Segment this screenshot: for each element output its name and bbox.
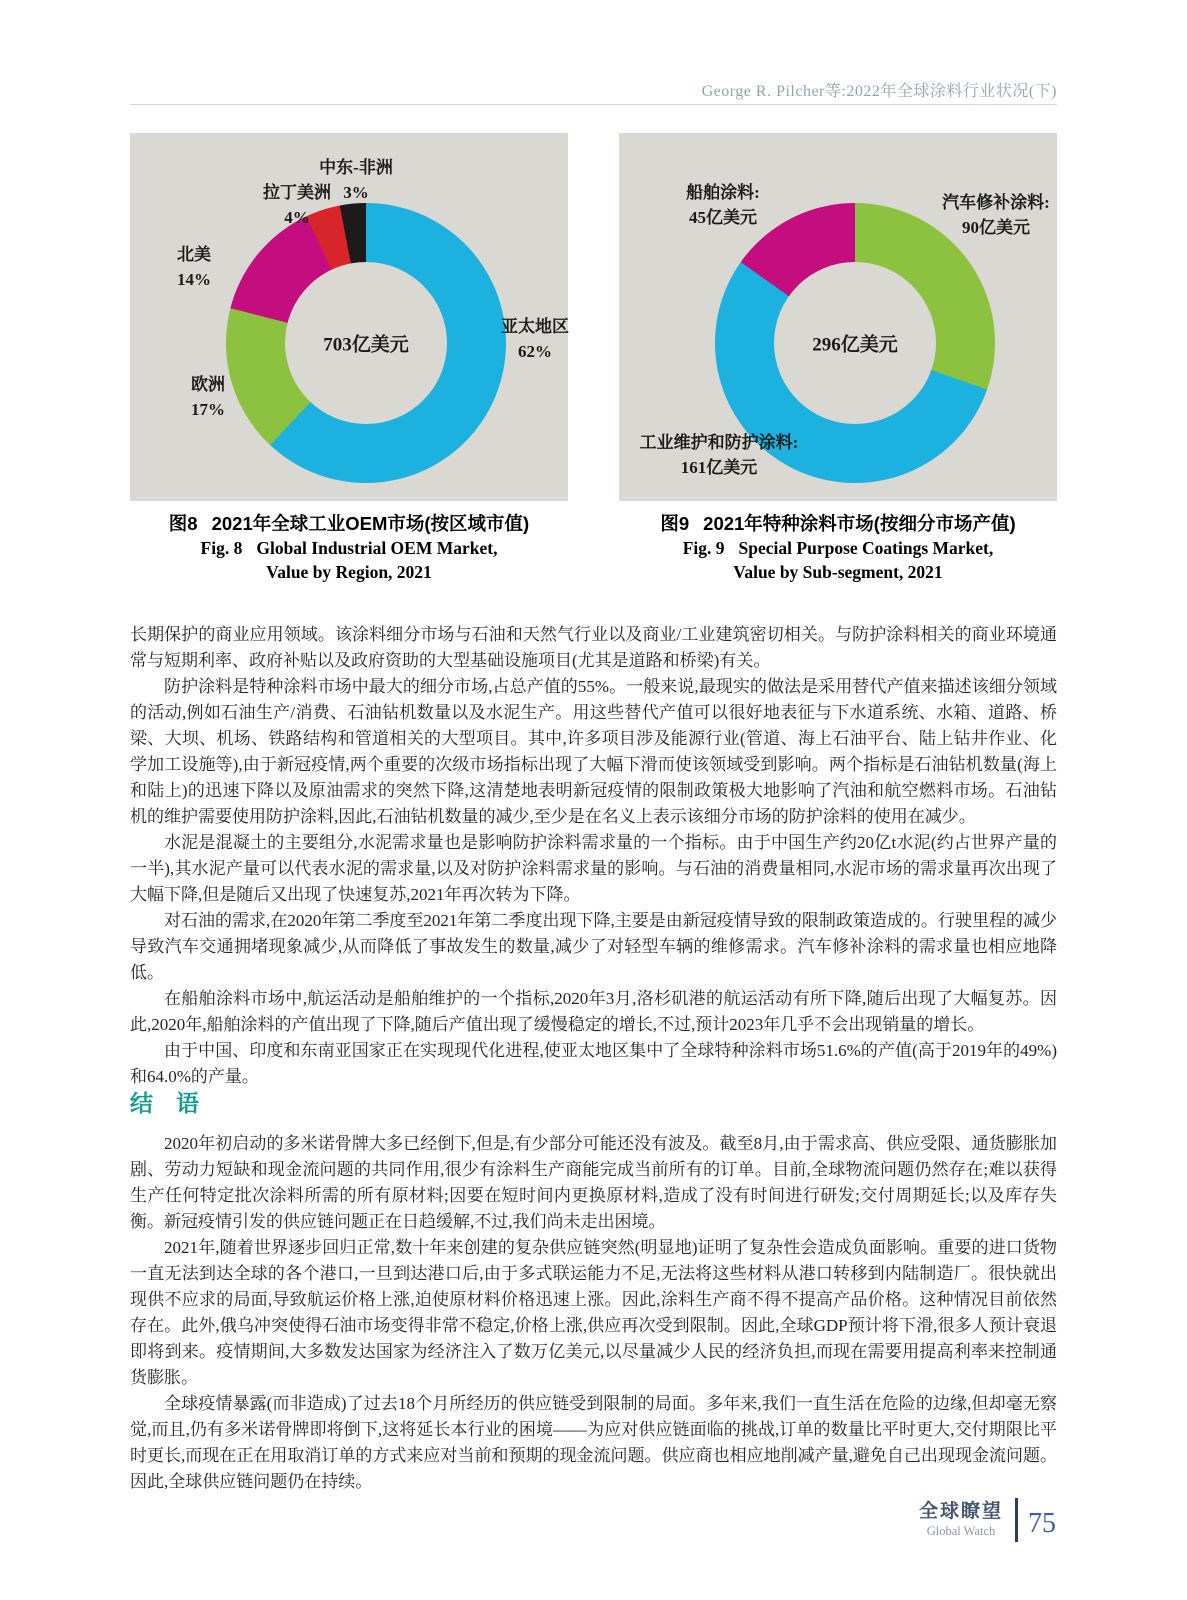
segment-name: 汽车修补涂料:: [942, 193, 1050, 212]
segment-value: 45亿美元: [688, 208, 757, 227]
figures-row: [130, 133, 1057, 584]
journal-brand-zh: 全球瞭望: [918, 1501, 1003, 1522]
segment-value: 90亿美元: [961, 218, 1030, 237]
paragraph: 防护涂料是特种涂料市场中最大的细分市场,占总产值的55%。一般来说,最现实的做法是采用替代产值来描述该细分领域的活动,例如石油生产/消费、石油钻机数量以及水泥生产。用这些替代产值可以很好地表征与下水道系统、水箱、道路、桥梁、大坝、机场、铁路结构和管道相关的大型项目。其中,许多项目涉及能源行业(管道、海上石油平台、陆上钻井作业、化学加工设施等),由于新冠疫情,两个重要的次级市场指标出现了大幅下滑而使该领域受到影响。两个指标是石油钻机数量(海上和陆上)的迅速下降以及原油需求的突然下降,这清楚地表明新冠疫情的限制政策极大地影响了汽油和航空燃料市场。石油钻机的维护需要使用防护涂料,因此,石油钻机数量的减少,至少是在名义上表示该细分市场的防护涂料的使用在减少。: [130, 677, 1057, 826]
figure-number-en: Fig. 9: [682, 538, 725, 558]
journal-brand-en: Global Watch: [926, 1524, 996, 1538]
article-body-1: [130, 622, 1057, 1090]
figure-9-caption: [619, 512, 1057, 584]
segment-label-marine-coatings: [686, 180, 760, 230]
segment-label-asia-pacific: [501, 314, 569, 364]
figure-8-caption-zh: [130, 512, 568, 536]
page-number: 75: [1028, 1508, 1056, 1539]
figure-9: [619, 133, 1057, 584]
segment-value: 161亿美元: [680, 458, 758, 477]
segment-value: 17%: [191, 400, 225, 419]
segment-name: 亚太地区: [501, 317, 569, 336]
paragraph: 2021年,随着世界逐步回归正常,数十年来创建的复杂供应链突然(明显地)证明了复杂性会造成负面影响。重要的进口货物一直无法到达全球的各个港口,一旦到达港口后,由于多式联运能力不足,无法将这些材料从港口转移到内陆制造厂。很快就出现供不应求的局面,导致航运价格上涨,迫使原材料价格迅速上涨。因此,涂料生产商不得不提高产品价格。这种情况目前依然存在。此外,俄乌冲突使得石油市场变得非常不稳定,价格上涨,供应再次受到限制。因此,全球GDP预计将下滑,很多人预计衰退即将到来。疫情期间,大多数发达国家为经济注入了数万亿美元,以尽量减少人民的经济负担,而现在需要用提高利率来控制通货膨胀。: [130, 1238, 1057, 1387]
running-head-title: George R. Pilcher等:2022年全球涂料行业状况(下): [701, 83, 1057, 100]
figure-title-zh: 2021年全球工业OEM市场(按区域市值): [211, 513, 530, 534]
segment-name: 欧洲: [191, 375, 225, 394]
segment-value: 4%: [284, 208, 310, 227]
segment-label-europe: [191, 372, 225, 422]
figure-number-en: Fig. 8: [200, 538, 243, 558]
figure-8: [130, 133, 568, 584]
figure-9-caption-en-subtitle: Value by Sub-segment, 2021: [733, 562, 943, 582]
figure-title-en: Global Industrial OEM Market,: [256, 538, 498, 558]
segment-name: 北美: [177, 245, 211, 264]
segment-name: 工业维护和防护涂料:: [639, 433, 799, 452]
segment-name: 船舶涂料:: [686, 183, 760, 202]
figure-9-chart-panel: [619, 133, 1057, 501]
segment-value: 3%: [343, 183, 369, 202]
paragraph: 水泥是混凝土的主要组分,水泥需求量也是影响防护涂料需求量的一个指标。由于中国生产约20亿t水泥(约占世界产量的一半),其水泥产量可以代表水泥的需求量,以及对防护涂料需求量的影响。与石油的消费量相同,水泥市场的需求量再次出现了大幅下降,但是随后又出现了快速复苏,2021年再次转为下降。: [130, 833, 1057, 904]
paragraph: 2020年初启动的多米诺骨牌大多已经倒下,但是,有少部分可能还没有波及。截至8月,由于需求高、供应受限、通货膨胀加剧、劳动力短缺和现金流问题的共同作用,很少有涂料生产商能完成当前所有的订单。目前,全球物流问题仍然存在;难以获得生产任何特定批次涂料所需的所有原材料;因要在短时间内更换原材料,造成了没有时间进行研发;交付周期延长;以及库存失衡。新冠疫情引发的供应链问题正在日趋缓解,不过,我们尚未走出困境。: [130, 1134, 1057, 1231]
figure-9-center-value: 296亿美元: [812, 334, 898, 356]
paragraph: 对石油的需求,在2020年第二季度至2021年第二季度出现下降,主要是由新冠疫情导致的限制政策造成的。行驶里程的减少导致汽车交通拥堵现象减少,从而降低了事故发生的数量,减少了对轻型车辆的维修需求。汽车修补涂料的需求量也相应地降低。: [130, 911, 1057, 982]
footer-divider-bar: [1015, 1498, 1018, 1542]
segment-label-north-america: [177, 242, 211, 292]
segment-value: 62%: [518, 342, 552, 361]
paragraph: 由于中国、印度和东南亚国家正在实现现代化进程,使亚太地区集中了全球特种涂料市场51.6%的产值(高于2019年的49%)和64.0%的产量。: [130, 1041, 1057, 1086]
figure-8-caption-en: [130, 536, 568, 560]
figure-8-chart-panel: [130, 133, 568, 501]
segment-label-middle-east-africa: [319, 155, 393, 205]
figure-9-caption-zh: [619, 512, 1057, 536]
figure-8-center-value: 703亿美元: [323, 334, 409, 356]
figure-8-caption-en-subtitle: Value by Region, 2021: [266, 562, 432, 582]
paragraph: 全球疫情暴露(而非造成)了过去18个月所经历的供应链受到限制的局面。多年来,我们一直生活在危险的边缘,但却毫无察觉,而且,仍有多米诺骨牌即将倒下,这将延长本行业的困境——为应对供应链面临的挑战,订单的数量比平时更大,交付期限比平时更长,而现在正在用取消订单的方式来应对当前和预期的现金流问题。供应商也相应地削减产量,避免自己出现现金流问题。因此,全球供应链问题仍在持续。: [130, 1394, 1057, 1491]
figure-number-zh: 图9: [660, 513, 690, 534]
figure-title-en: Special Purpose Coatings Market,: [738, 538, 994, 558]
figure-9-caption-en: [619, 536, 1057, 560]
segment-value: 14%: [177, 270, 211, 289]
segment-label-industrial-maintenance: [640, 430, 799, 480]
segment-label-auto-refinish: [942, 190, 1050, 240]
article-body-2: [130, 1131, 1057, 1495]
figure-number-zh: 图8: [168, 513, 198, 534]
journal-brand: [919, 1501, 1003, 1539]
section-heading-conclusion: 结 语: [130, 1090, 199, 1116]
paragraph: 在船舶涂料市场中,航运活动是船舶维护的一个指标,2020年3月,洛杉矶港的航运活动有所下降,随后出现了大幅复苏。因此,2020年,船舶涂料的产值出现了下降,随后产值出现了缓慢稳定的增长,不过,预计2023年几乎不会出现销量的增长。: [130, 989, 1057, 1034]
header-rule: [130, 104, 1057, 105]
segment-name: 中东-非洲: [319, 158, 393, 177]
figure-8-caption: [130, 512, 568, 584]
page-footer: [919, 1498, 1056, 1542]
segment-name: 拉丁美洲: [263, 183, 331, 202]
paragraph: 长期保护的商业应用领域。该涂料细分市场与石油和天然气行业以及商业/工业建筑密切相关。与防护涂料相关的商业环境通常与短期利率、政府补贴以及政府资助的大型基础设施项目(尤其是道路和桥梁)有关。: [130, 625, 1057, 670]
figure-title-zh: 2021年特种涂料市场(按细分市场产值): [703, 513, 1016, 534]
